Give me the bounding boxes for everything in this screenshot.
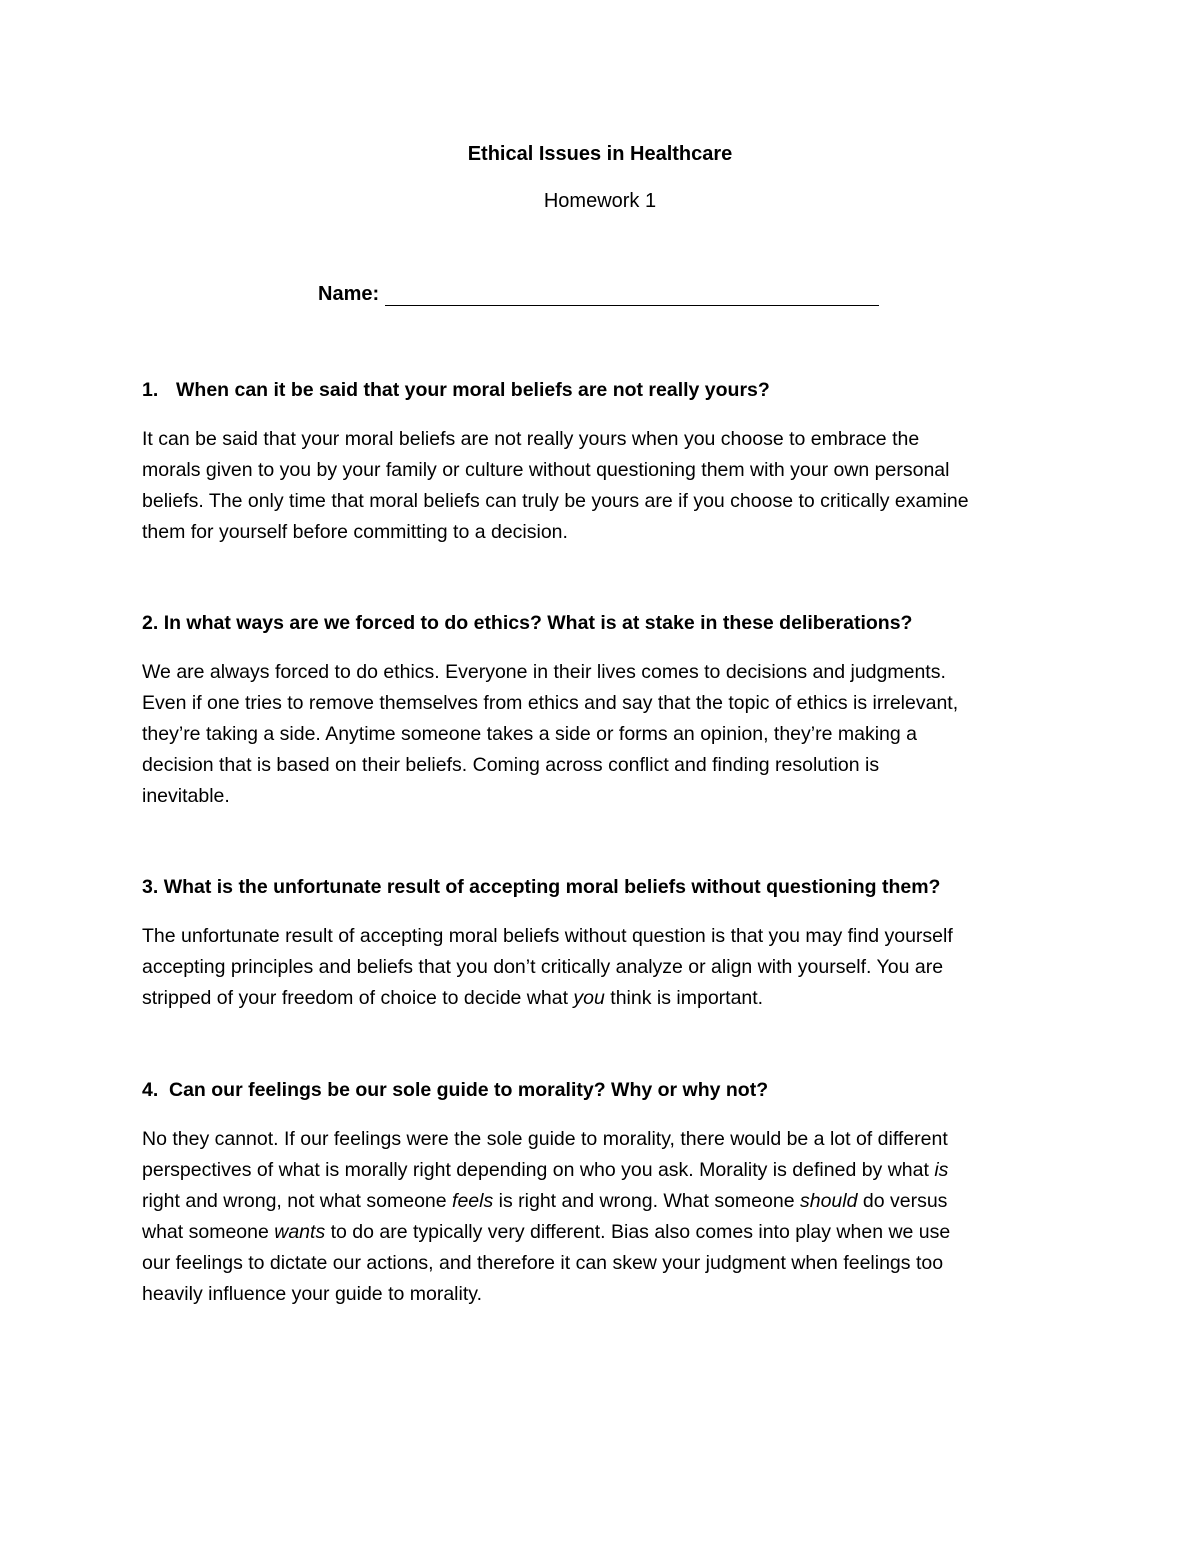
answer-line: inevitable. xyxy=(142,785,230,807)
answer-line: accepting principles and beliefs that you don’t critically analyze or align with yourself. You are xyxy=(142,956,944,978)
question-3 xyxy=(142,875,1062,899)
answer-text: is right and wrong. What someone xyxy=(493,1190,800,1212)
answer-1 xyxy=(142,424,1062,548)
question-text: When can it be said that your moral beliefs are not really yours? xyxy=(176,379,770,401)
answer-emphasis: feels xyxy=(452,1190,494,1212)
answer-text: what someone xyxy=(142,1221,275,1243)
answer-line: Even if one tries to remove themselves from ethics and say that the topic of ethics is irrelevant, xyxy=(142,692,959,714)
answer-line: them for yourself before committing to a decision. xyxy=(142,521,568,543)
answer-line: No they cannot. If our feelings were the sole guide to morality, there would be a lot of different xyxy=(142,1128,948,1150)
answer-line: The unfortunate result of accepting moral beliefs without question is that you may find yourself xyxy=(142,925,953,947)
answer-line: morals given to you by your family or culture without questioning them with your own personal xyxy=(142,459,950,481)
question-text: Can our feelings be our sole guide to morality? Why or why not? xyxy=(169,1079,769,1101)
answer-line xyxy=(142,1217,1062,1248)
answer-text: stripped of your freedom of choice to decide what xyxy=(142,987,574,1009)
question-block-3 xyxy=(142,875,1062,1014)
answer-line: decision that is based on their beliefs. Coming across conflict and finding resolution is xyxy=(142,754,880,776)
question-number: 1. xyxy=(142,379,159,401)
answer-text: to do are typically very different. Bias also comes into play when we use xyxy=(325,1221,951,1243)
answer-line: our feelings to dictate our actions, and therefore it can skew your judgment when feelings too xyxy=(142,1252,944,1274)
question-block-2 xyxy=(142,611,1062,812)
answer-emphasis: should xyxy=(799,1190,858,1212)
document-title: Ethical Issues in Healthcare xyxy=(467,143,733,165)
answer-emphasis: is xyxy=(934,1159,949,1181)
question-1 xyxy=(142,378,1062,402)
answer-2 xyxy=(142,657,1062,812)
answer-line: It can be said that your moral beliefs are not really yours when you choose to embrace the xyxy=(142,428,920,450)
question-2 xyxy=(142,611,1062,635)
answer-text: right and wrong, not what someone xyxy=(142,1190,453,1212)
answer-4 xyxy=(142,1124,1062,1310)
answer-line xyxy=(142,983,1062,1014)
answer-line: We are always forced to do ethics. Everyone in their lives comes to decisions and judgments. xyxy=(142,661,946,683)
answer-emphasis: you xyxy=(573,987,605,1009)
document-subtitle: Homework 1 xyxy=(543,190,657,212)
answer-line: heavily influence your guide to morality. xyxy=(142,1283,482,1305)
question-number: 4. xyxy=(142,1079,159,1101)
answer-3 xyxy=(142,921,1062,1014)
question-block-1 xyxy=(142,378,1062,548)
answer-text: do versus xyxy=(857,1190,948,1212)
question-4 xyxy=(142,1078,1062,1102)
question-block-4 xyxy=(142,1078,1062,1310)
answer-emphasis: wants xyxy=(274,1221,326,1243)
name-field-row xyxy=(318,283,879,306)
answer-line: they’re taking a side. Anytime someone takes a side or forms an opinion, they’re making a xyxy=(142,723,917,745)
question-text: In what ways are we forced to do ethics? What is at stake in these deliberations? xyxy=(163,612,913,634)
question-text: What is the unfortunate result of accepting moral beliefs without questioning them? xyxy=(163,876,941,898)
question-number: 2. xyxy=(142,612,159,634)
answer-text: perspectives of what is morally right depending on who you ask. Morality is defined by what xyxy=(142,1159,935,1181)
answer-line xyxy=(142,1155,1062,1186)
answer-line: beliefs. The only time that moral beliefs can truly be yours are if you choose to critically examine xyxy=(142,490,969,512)
question-number: 3. xyxy=(142,876,159,898)
answer-text: think is important. xyxy=(604,987,764,1009)
name-blank-line xyxy=(385,283,879,306)
name-label: Name: xyxy=(318,283,380,305)
answer-line xyxy=(142,1186,1062,1217)
